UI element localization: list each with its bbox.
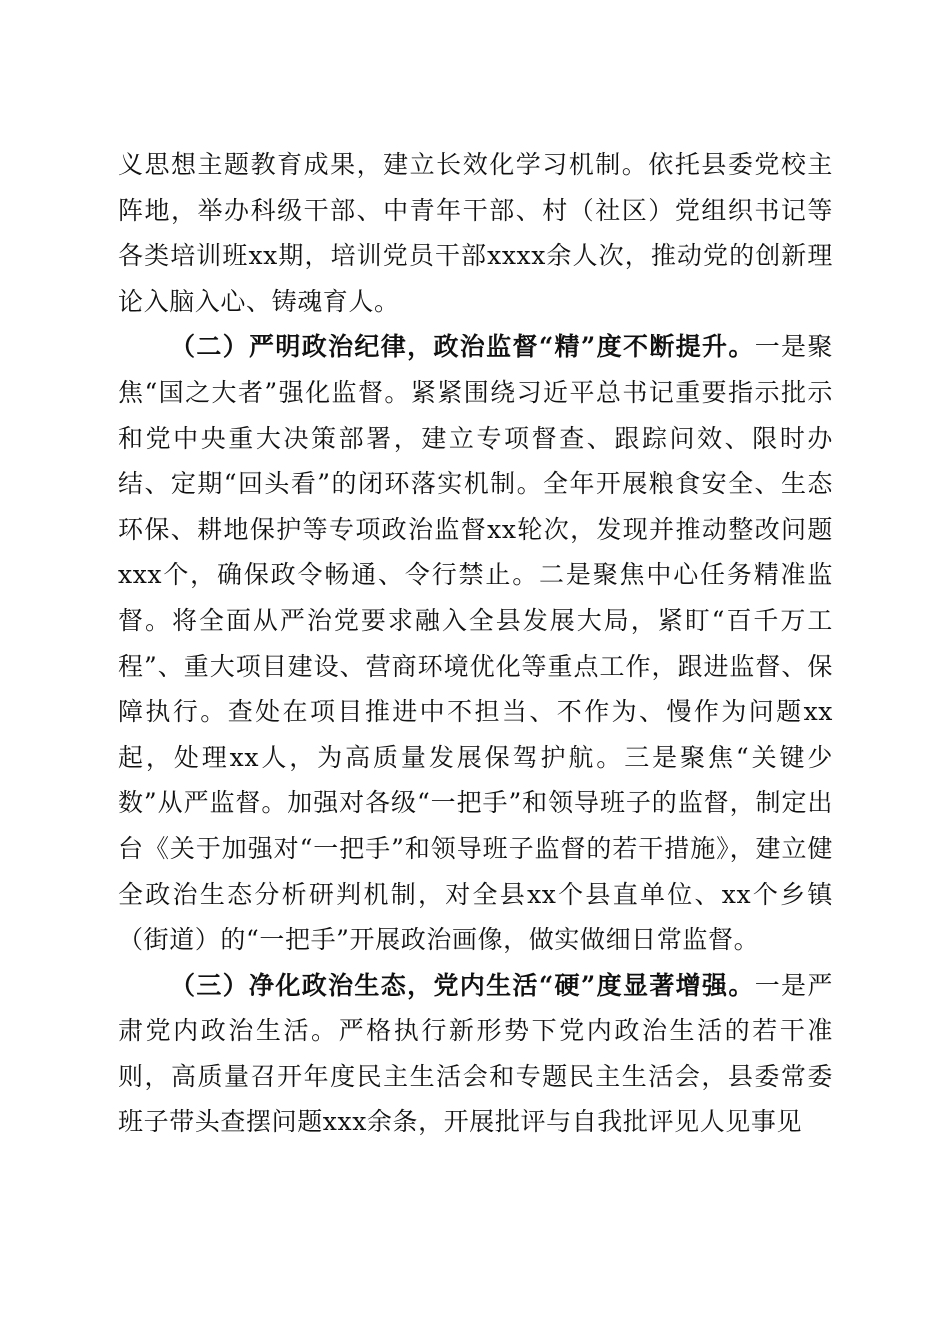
paragraph-section-3	[118, 963, 833, 1145]
document-body	[118, 142, 833, 1145]
paragraph-section-2	[118, 324, 833, 962]
section-3-heading: （三）净化政治生态，党内生活“硬”度显著增强。	[170, 970, 755, 1000]
section-3-body: 一是严肃党内政治生活。严格执行新形势下党内政治生活的若干准则，高质量召开年度民主生活会和专题民主生活会，县委常委班子带头查摆问题xxx余条，开展批评与自我批评见人见事见	[118, 970, 833, 1137]
paragraph-1: 义思想主题教育成果，建立长效化学习机制。依托县委党校主阵地，举办科级干部、中青年干部、村（社区）党组织书记等各类培训班xx期，培训党员干部xxxx余人次，推动党的创新理论入脑入心、铸魂育人。	[118, 150, 833, 316]
section-2-heading: （二）严明政治纪律，政治监督“精”度不断提升。	[170, 332, 755, 362]
section-2-body: 一是聚焦“国之大者”强化监督。紧紧围绕习近平总书记重要指示批示和党中央重大决策部署，建立专项督查、跟踪问效、限时办结、定期“回头看”的闭环落实机制。全年开展粮食安全、生态环保、耕地保护等专项政治监督xx轮次，发现并推动整改问题xxx个，确保政令畅通、令行禁止。二是聚焦中心任务精准监督。将全面从严治党要求融入全县发展大局，紧盯“百千万工程”、重大项目建设、营商环境优化等重点工作，跟进监督、保障执行。查处在项目推进中不担当、不作为、慢作为问题xx起，处理xx人，为高质量发展保驾护航。三是聚焦“关键少数”从严监督。加强对各级“一把手”和领导班子的监督，制定出台《关于加强对“一把手”和领导班子监督的若干措施》，建立健全政治生态分析研判机制，对全县xx个县直单位、xx个乡镇（街道）的“一把手”开展政治画像，做实做细日常监督。	[118, 332, 833, 955]
